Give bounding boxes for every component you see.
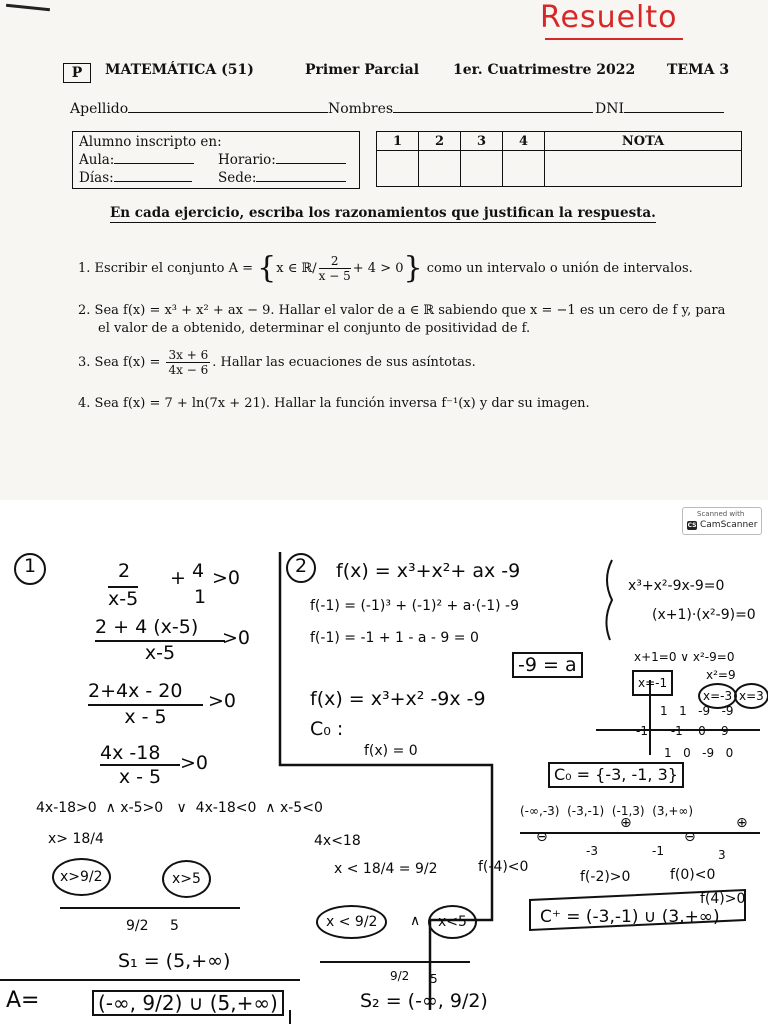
tick-3: 3 — [718, 848, 726, 862]
sol2-l6: C₀ : — [310, 718, 344, 740]
ruffini-row1: 1 1 -9 -9 — [660, 704, 734, 718]
question-4: 4. Sea f(x) = 7 + ln(7x + 21). Hallar la función inversa f⁻¹(x) y dar su imagen. — [78, 396, 590, 411]
camscanner-icon: CS — [687, 522, 697, 529]
sol2-intervals: (-∞,-3) (-3,-1) (-1,3) (3,+∞) — [520, 804, 694, 818]
sol1-number: 1 — [14, 553, 46, 585]
horario-field[interactable]: Horario: — [218, 151, 346, 168]
sol2-l4: -9 = a — [512, 652, 583, 678]
sol1-cases: 4x-18>0 ∧ x-5>0 ∨ 4x-18<0 ∧ x-5<0 — [36, 800, 323, 816]
dni-field[interactable] — [595, 100, 724, 117]
col-3: 3 — [461, 132, 503, 151]
sol1-l2c: >0 — [222, 627, 251, 649]
sol1-l2a: 2 + 4 (x-5) — [95, 616, 199, 638]
sol2-r2: (x+1)·(x²-9)=0 — [652, 607, 756, 623]
sol1-s2: S₂ = (-∞, 9/2) — [360, 990, 488, 1012]
sol2-cplus: C⁺ = (-3,-1) ∪ (3,+∞) — [540, 907, 720, 927]
sol1-l3c: >0 — [208, 690, 237, 712]
sol1-l4c: >0 — [180, 752, 209, 774]
sol1-l1d: 4 — [192, 560, 205, 582]
sol1-c1c: x>5 — [162, 860, 211, 898]
sede-field[interactable]: Sede: — [218, 169, 346, 186]
sol2-f3: f(0)<0 — [670, 867, 716, 883]
apellido-label: Apellido — [70, 101, 129, 117]
tick-neg3: -3 — [586, 844, 598, 858]
col-4: 4 — [503, 132, 545, 151]
sol2-r3: x+1=0 ∨ x²-9=0 — [634, 650, 735, 664]
ruffini-row2: -1 -1 0 9 — [636, 724, 729, 738]
sol2-l1: f(x) = x³+x²+ ax -9 — [336, 560, 521, 582]
dni-label: DNI — [595, 101, 625, 117]
sol1-l1c: + — [170, 567, 186, 589]
ruffini-row3: 1 0 -9 0 — [664, 746, 734, 760]
question-1: 1. Escribir el conjunto A = {x ∈ ℝ/ $\frac{2}{x - 5}$ + 4 > 0} como un intervalo o unión de intervalos. — [78, 250, 693, 286]
sol1-n3: 9/2 — [390, 969, 410, 983]
sol1-s1: S₁ = (5,+∞) — [118, 950, 231, 972]
sol1-l3a: 2+4x - 20 — [88, 680, 183, 702]
sol1-l1f: >0 — [212, 567, 241, 589]
col-1: 1 — [377, 132, 419, 151]
sol2-l2: f(-1) = (-1)³ + (-1)² + a·(-1) -9 — [310, 598, 520, 614]
aula-field[interactable]: Aula: — [79, 151, 194, 168]
sol1-c1: x> 18/4 — [48, 831, 104, 847]
cell-1[interactable] — [377, 151, 419, 187]
sol2-r4: x²=9 — [706, 668, 736, 682]
cell-4[interactable] — [503, 151, 545, 187]
sol1-c2e: x<5 — [428, 905, 477, 939]
dias-field[interactable]: Días: — [79, 169, 192, 186]
nombres-field[interactable] — [328, 100, 593, 117]
inscripto-label: Alumno inscripto en: — [79, 134, 222, 150]
sol2-l7: f(x) = 0 — [364, 743, 418, 759]
sign-plus-icon-2: ⊕ — [736, 815, 748, 831]
sol1-l1a: 2 — [118, 560, 131, 582]
term: 1er. Cuatrimestre 2022 — [453, 62, 636, 78]
camscanner-badge: Scanned with CS CamScanner — [682, 507, 762, 535]
sol1-c2b: x < 18/4 = 9/2 — [334, 861, 438, 877]
sol1-c2a: 4x<18 — [314, 833, 361, 849]
enrollment-box — [72, 131, 360, 189]
stamp-underline — [545, 38, 683, 40]
sign-plus-icon: ⊕ — [620, 815, 632, 831]
col-2: 2 — [419, 132, 461, 151]
sol2-r5: x=-1 — [632, 670, 673, 696]
nombres-label: Nombres — [328, 101, 394, 117]
sol1-a-label: A= — [6, 988, 40, 1013]
resuelto-stamp: Resuelto — [540, 0, 678, 35]
cell-2[interactable] — [419, 151, 461, 187]
subject: MATEMÁTICA (51) — [105, 62, 254, 78]
sol1-c2c: x < 9/2 — [316, 905, 387, 939]
sol1-n1: 9/2 — [126, 918, 149, 934]
sol1-l1e: 1 — [194, 586, 207, 608]
p-box: P — [63, 63, 91, 83]
sign-minus-icon-2: ⊖ — [684, 829, 696, 845]
exam-name: Primer Parcial — [305, 62, 420, 78]
tema: TEMA 3 — [667, 62, 730, 78]
sol1-c1b: x>9/2 — [52, 858, 111, 896]
sol2-l3: f(-1) = -1 + 1 - a - 9 = 0 — [310, 630, 479, 646]
sol2-r6: x=-3 — [698, 683, 737, 709]
sol2-f4: f(4)>0 — [700, 891, 746, 907]
sol2-r7: x=3 — [734, 683, 768, 709]
apellido-field[interactable] — [70, 100, 328, 117]
sol2-number: 2 — [286, 553, 316, 583]
sol1-c2d: ∧ — [410, 913, 421, 929]
question-3: 3. Sea f(x) = $\frac{3x + 6}{4x - 6}$ . Hallar las ecuaciones de sus asíntotas. — [78, 348, 476, 377]
sign-minus-icon: ⊖ — [536, 829, 548, 845]
sol1-l1b: x-5 — [108, 588, 139, 610]
sol1-l4b: x - 5 — [100, 764, 180, 788]
sol2-l5: f(x) = x³+x² -9x -9 — [310, 688, 486, 710]
col-nota: NOTA — [545, 132, 742, 151]
grades-table — [376, 131, 742, 187]
sol1-l3b: x - 5 — [88, 704, 203, 728]
tick-neg1: -1 — [652, 844, 664, 858]
sol2-f1: f(-4)<0 — [478, 859, 529, 875]
cell-nota[interactable] — [545, 151, 742, 187]
sol2-r1: x³+x²-9x-9=0 — [628, 578, 725, 594]
cell-3[interactable] — [461, 151, 503, 187]
sol1-l4a: 4x -18 — [100, 742, 161, 764]
question-2: 2. Sea f(x) = x³ + x² + ax − 9. Hallar el valor de a ∈ ℝ sabiendo que x = −1 es un cero de f y, para el valor de a obtenido, determinar el conjunto de positividad de f. — [78, 303, 726, 336]
sol1-a-value: (-∞, 9/2) ∪ (5,+∞) — [92, 990, 284, 1016]
sol1-l2b: x-5 — [95, 640, 225, 664]
instruction: En cada ejercicio, escriba los razonamientos que justifican la respuesta. — [110, 205, 656, 221]
sol2-c0: C₀ = {-3, -1, 3} — [548, 762, 684, 788]
sol1-n2: 5 — [170, 918, 179, 934]
sol2-f2: f(-2)>0 — [580, 869, 631, 885]
sol1-n4: 5 — [430, 972, 438, 986]
